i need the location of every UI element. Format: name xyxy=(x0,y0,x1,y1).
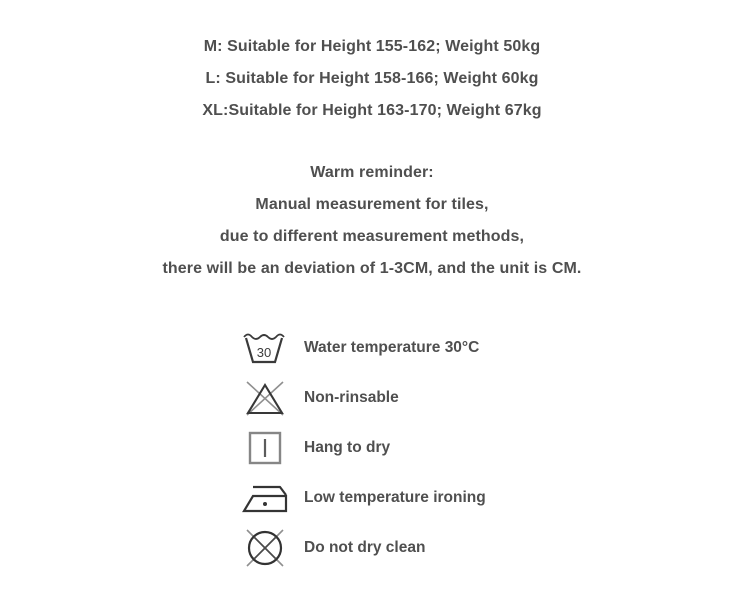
warm-reminder-block xyxy=(0,157,744,285)
do-not-bleach-icon xyxy=(236,377,294,419)
size-line-l: L: Suitable for Height 158-166; Weight 60kg xyxy=(205,70,539,87)
warm-reminder-title: Warm reminder: xyxy=(310,164,434,181)
care-label-iron-low: Low temperature ironing xyxy=(304,489,486,506)
care-label-non-rinsable: Non-rinsable xyxy=(304,389,399,406)
reminder-line-3: there will be an deviation of 1-3CM, and the unit is CM. xyxy=(162,260,582,277)
reminder-line-1: Manual measurement for tiles, xyxy=(255,196,489,213)
care-row-non-rinsable xyxy=(236,373,486,423)
care-row-wash-temperature xyxy=(236,323,486,373)
wash-temperature-value: 30 xyxy=(256,345,272,360)
size-info-block xyxy=(0,31,744,127)
care-label-wash: Water temperature 30°C xyxy=(304,339,480,356)
do-not-dry-clean-icon xyxy=(236,525,294,571)
iron-low-icon xyxy=(236,480,294,516)
reminder-line-2: due to different measurement methods, xyxy=(219,228,525,245)
care-label-no-dry-clean: Do not dry clean xyxy=(304,539,426,556)
care-label-hang-dry: Hang to dry xyxy=(304,439,391,456)
wash-30-icon xyxy=(236,330,294,366)
care-row-hang-dry xyxy=(236,423,486,473)
care-row-iron-low xyxy=(236,473,486,523)
care-row-no-dry-clean xyxy=(236,523,486,573)
size-line-xl: XL:Suitable for Height 163-170; Weight 67kg xyxy=(202,102,542,119)
care-instructions-list xyxy=(236,323,486,573)
size-line-m: M: Suitable for Height 155-162; Weight 50kg xyxy=(203,38,541,55)
hang-dry-icon xyxy=(236,430,294,466)
